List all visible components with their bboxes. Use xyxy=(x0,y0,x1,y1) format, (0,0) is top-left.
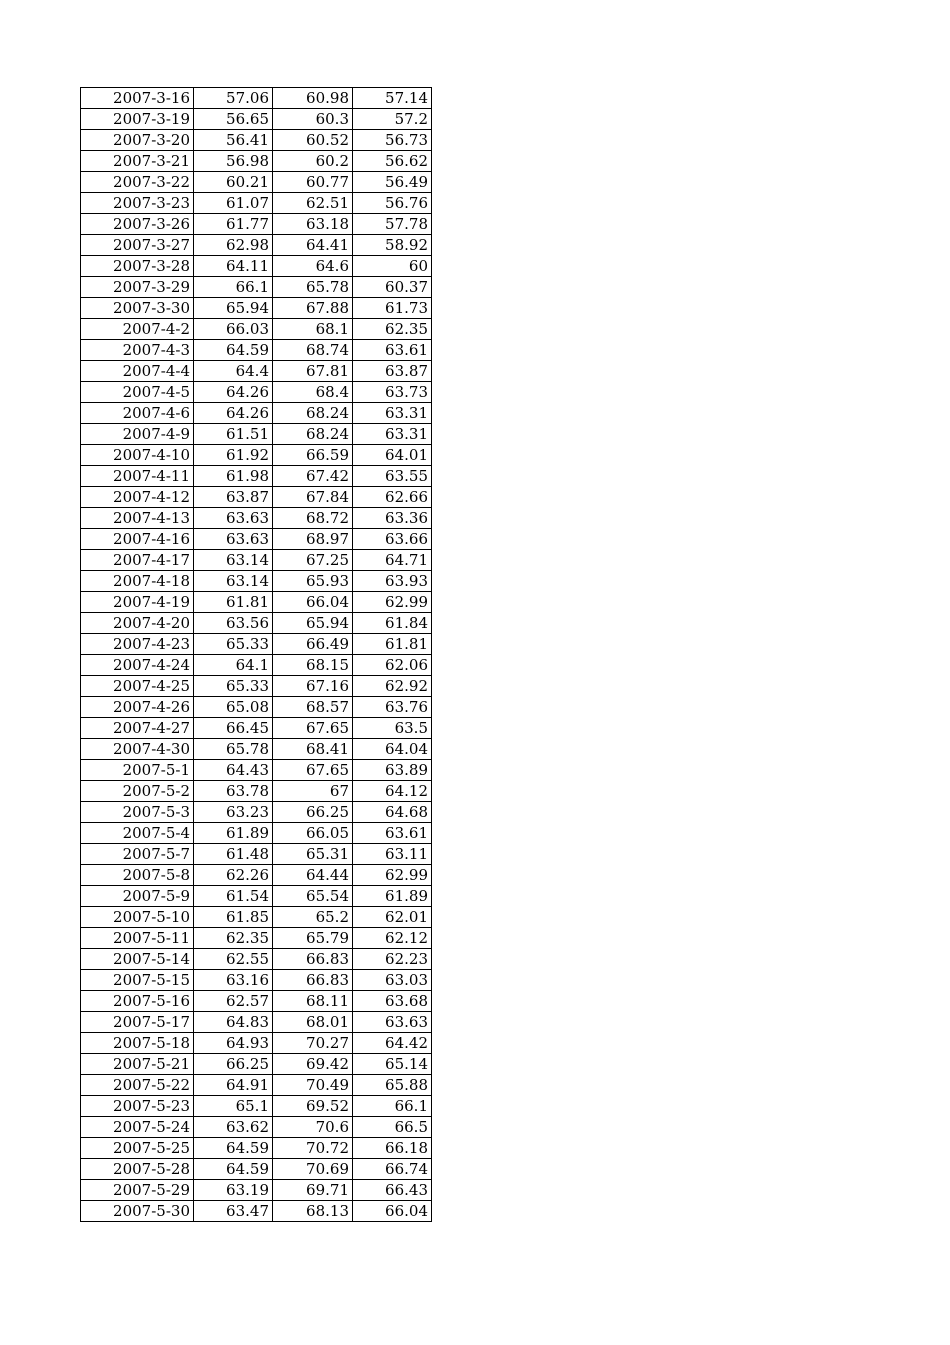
table-row xyxy=(81,382,432,403)
date-cell[interactable]: 2007-5-8 xyxy=(81,865,194,886)
table-row xyxy=(81,403,432,424)
value-cell[interactable]: 65.88 xyxy=(353,1075,432,1096)
value-cell[interactable]: 56.49 xyxy=(353,172,432,193)
table-row xyxy=(81,298,432,319)
date-cell[interactable]: 2007-5-10 xyxy=(81,907,194,928)
value-cell[interactable]: 66.1 xyxy=(353,1096,432,1117)
table-row xyxy=(81,508,432,529)
value-cell[interactable]: 57.06 xyxy=(194,88,273,109)
value-cell[interactable]: 61.92 xyxy=(194,445,273,466)
date-cell[interactable]: 2007-4-2 xyxy=(81,319,194,340)
table-row xyxy=(81,319,432,340)
value-cell[interactable]: 61.73 xyxy=(353,298,432,319)
date-cell[interactable]: 2007-5-25 xyxy=(81,1138,194,1159)
value-cell[interactable]: 70.27 xyxy=(273,1033,353,1054)
table-body xyxy=(81,88,432,1222)
value-cell[interactable]: 66.04 xyxy=(273,592,353,613)
value-cell[interactable]: 62.26 xyxy=(194,865,273,886)
date-cell[interactable]: 2007-5-16 xyxy=(81,991,194,1012)
value-cell[interactable]: 64.59 xyxy=(194,1138,273,1159)
value-cell[interactable]: 62.55 xyxy=(194,949,273,970)
value-cell[interactable]: 63.14 xyxy=(194,550,273,571)
value-cell[interactable]: 69.52 xyxy=(273,1096,353,1117)
value-cell[interactable]: 60.98 xyxy=(273,88,353,109)
date-cell[interactable]: 2007-3-16 xyxy=(81,88,194,109)
value-cell[interactable]: 65.33 xyxy=(194,634,273,655)
value-cell[interactable]: 64.93 xyxy=(194,1033,273,1054)
table-row xyxy=(81,970,432,991)
date-cell[interactable]: 2007-5-24 xyxy=(81,1117,194,1138)
value-cell[interactable]: 61.84 xyxy=(353,613,432,634)
value-cell[interactable]: 66.25 xyxy=(273,802,353,823)
date-cell[interactable]: 2007-3-27 xyxy=(81,235,194,256)
date-cell[interactable]: 2007-4-3 xyxy=(81,340,194,361)
value-cell[interactable]: 63.31 xyxy=(353,403,432,424)
date-cell[interactable]: 2007-4-24 xyxy=(81,655,194,676)
date-cell[interactable]: 2007-4-23 xyxy=(81,634,194,655)
table-row xyxy=(81,1096,432,1117)
value-cell[interactable]: 66.74 xyxy=(353,1159,432,1180)
value-cell[interactable]: 65.14 xyxy=(353,1054,432,1075)
value-cell[interactable]: 68.24 xyxy=(273,424,353,445)
date-cell[interactable]: 2007-4-16 xyxy=(81,529,194,550)
value-cell[interactable]: 63.31 xyxy=(353,424,432,445)
value-cell[interactable]: 56.98 xyxy=(194,151,273,172)
value-cell[interactable]: 60.77 xyxy=(273,172,353,193)
table-row xyxy=(81,991,432,1012)
value-cell[interactable]: 60 xyxy=(353,256,432,277)
table-row xyxy=(81,256,432,277)
value-cell[interactable]: 66.25 xyxy=(194,1054,273,1075)
date-cell[interactable]: 2007-5-4 xyxy=(81,823,194,844)
date-cell[interactable]: 2007-5-28 xyxy=(81,1159,194,1180)
value-cell[interactable]: 65.54 xyxy=(273,886,353,907)
table-row xyxy=(81,844,432,865)
date-cell[interactable]: 2007-3-20 xyxy=(81,130,194,151)
table-row xyxy=(81,697,432,718)
value-cell[interactable]: 68.74 xyxy=(273,340,353,361)
date-cell[interactable]: 2007-5-18 xyxy=(81,1033,194,1054)
value-cell[interactable]: 64.6 xyxy=(273,256,353,277)
value-cell[interactable]: 60.2 xyxy=(273,151,353,172)
value-cell[interactable]: 67.16 xyxy=(273,676,353,697)
table-row xyxy=(81,865,432,886)
value-cell[interactable]: 62.06 xyxy=(353,655,432,676)
value-cell[interactable]: 63.63 xyxy=(194,508,273,529)
value-cell[interactable]: 63.14 xyxy=(194,571,273,592)
value-cell[interactable]: 57.78 xyxy=(353,214,432,235)
value-cell[interactable]: 66.18 xyxy=(353,1138,432,1159)
date-cell[interactable]: 2007-3-22 xyxy=(81,172,194,193)
date-cell[interactable]: 2007-5-15 xyxy=(81,970,194,991)
value-cell[interactable]: 68.13 xyxy=(273,1201,353,1222)
value-cell[interactable]: 62.99 xyxy=(353,865,432,886)
value-cell[interactable]: 63.47 xyxy=(194,1201,273,1222)
table-row xyxy=(81,1012,432,1033)
value-cell[interactable]: 63.56 xyxy=(194,613,273,634)
table-row xyxy=(81,718,432,739)
date-cell[interactable]: 2007-4-5 xyxy=(81,382,194,403)
value-cell[interactable]: 61.81 xyxy=(194,592,273,613)
value-cell[interactable]: 70.69 xyxy=(273,1159,353,1180)
table-row xyxy=(81,655,432,676)
value-cell[interactable]: 63.5 xyxy=(353,718,432,739)
value-cell[interactable]: 62.12 xyxy=(353,928,432,949)
table-row xyxy=(81,676,432,697)
date-cell[interactable]: 2007-5-30 xyxy=(81,1201,194,1222)
date-cell[interactable]: 2007-5-3 xyxy=(81,802,194,823)
table-row xyxy=(81,634,432,655)
date-cell[interactable]: 2007-4-9 xyxy=(81,424,194,445)
date-cell[interactable]: 2007-4-27 xyxy=(81,718,194,739)
date-cell[interactable]: 2007-3-30 xyxy=(81,298,194,319)
value-cell[interactable]: 61.89 xyxy=(353,886,432,907)
table-row xyxy=(81,949,432,970)
table-row xyxy=(81,151,432,172)
table-row xyxy=(81,613,432,634)
date-cell[interactable]: 2007-4-30 xyxy=(81,739,194,760)
table-row xyxy=(81,214,432,235)
value-cell[interactable]: 62.57 xyxy=(194,991,273,1012)
value-cell[interactable]: 70.49 xyxy=(273,1075,353,1096)
table-row xyxy=(81,487,432,508)
table-row xyxy=(81,88,432,109)
value-cell[interactable]: 66.03 xyxy=(194,319,273,340)
date-cell[interactable]: 2007-5-1 xyxy=(81,760,194,781)
value-cell[interactable]: 63.19 xyxy=(194,1180,273,1201)
value-cell[interactable]: 63.68 xyxy=(353,991,432,1012)
table-row xyxy=(81,1054,432,1075)
value-cell[interactable]: 60.37 xyxy=(353,277,432,298)
value-cell[interactable]: 63.11 xyxy=(353,844,432,865)
date-cell[interactable]: 2007-3-26 xyxy=(81,214,194,235)
value-cell[interactable]: 58.92 xyxy=(353,235,432,256)
value-cell[interactable]: 56.76 xyxy=(353,193,432,214)
value-cell[interactable]: 68.41 xyxy=(273,739,353,760)
value-cell[interactable]: 64.43 xyxy=(194,760,273,781)
value-cell[interactable]: 66.05 xyxy=(273,823,353,844)
table-row xyxy=(81,1117,432,1138)
date-cell[interactable]: 2007-3-21 xyxy=(81,151,194,172)
value-cell[interactable]: 63.87 xyxy=(194,487,273,508)
value-cell[interactable]: 68.15 xyxy=(273,655,353,676)
value-cell[interactable]: 63.03 xyxy=(353,970,432,991)
table-row xyxy=(81,886,432,907)
value-cell[interactable]: 67.88 xyxy=(273,298,353,319)
value-cell[interactable]: 68.1 xyxy=(273,319,353,340)
value-cell[interactable]: 65.08 xyxy=(194,697,273,718)
table-row xyxy=(81,424,432,445)
value-cell[interactable]: 64.26 xyxy=(194,403,273,424)
value-cell[interactable]: 64.59 xyxy=(194,1159,273,1180)
table-row xyxy=(81,1201,432,1222)
price-table xyxy=(80,87,432,1222)
table-row xyxy=(81,445,432,466)
value-cell[interactable]: 64.68 xyxy=(353,802,432,823)
date-cell[interactable]: 2007-4-11 xyxy=(81,466,194,487)
value-cell[interactable]: 62.23 xyxy=(353,949,432,970)
value-cell[interactable]: 66.83 xyxy=(273,970,353,991)
table-row xyxy=(81,592,432,613)
value-cell[interactable]: 67.84 xyxy=(273,487,353,508)
value-cell[interactable]: 60.3 xyxy=(273,109,353,130)
date-cell[interactable]: 2007-4-13 xyxy=(81,508,194,529)
value-cell[interactable]: 64.4 xyxy=(194,361,273,382)
table-row xyxy=(81,823,432,844)
date-cell[interactable]: 2007-4-12 xyxy=(81,487,194,508)
value-cell[interactable]: 67.42 xyxy=(273,466,353,487)
table-row xyxy=(81,361,432,382)
date-cell[interactable]: 2007-3-19 xyxy=(81,109,194,130)
value-cell[interactable]: 63.62 xyxy=(194,1117,273,1138)
value-cell[interactable]: 64.04 xyxy=(353,739,432,760)
table-row xyxy=(81,802,432,823)
value-cell[interactable]: 62.35 xyxy=(194,928,273,949)
table-row xyxy=(81,529,432,550)
table-row xyxy=(81,1033,432,1054)
date-cell[interactable]: 2007-4-26 xyxy=(81,697,194,718)
value-cell[interactable]: 63.23 xyxy=(194,802,273,823)
date-cell[interactable]: 2007-4-20 xyxy=(81,613,194,634)
date-cell[interactable]: 2007-4-25 xyxy=(81,676,194,697)
date-cell[interactable]: 2007-4-10 xyxy=(81,445,194,466)
value-cell[interactable]: 61.54 xyxy=(194,886,273,907)
value-cell[interactable]: 70.6 xyxy=(273,1117,353,1138)
date-cell[interactable]: 2007-5-23 xyxy=(81,1096,194,1117)
value-cell[interactable]: 64.26 xyxy=(194,382,273,403)
value-cell[interactable]: 57.14 xyxy=(353,88,432,109)
table-row xyxy=(81,1075,432,1096)
date-cell[interactable]: 2007-5-2 xyxy=(81,781,194,802)
value-cell[interactable]: 67.65 xyxy=(273,760,353,781)
value-cell[interactable]: 63.55 xyxy=(353,466,432,487)
value-cell[interactable]: 61.07 xyxy=(194,193,273,214)
value-cell[interactable]: 69.42 xyxy=(273,1054,353,1075)
value-cell[interactable]: 63.78 xyxy=(194,781,273,802)
value-cell[interactable]: 67 xyxy=(273,781,353,802)
value-cell[interactable]: 66.83 xyxy=(273,949,353,970)
value-cell[interactable]: 64.01 xyxy=(353,445,432,466)
table-row xyxy=(81,193,432,214)
value-cell[interactable]: 56.62 xyxy=(353,151,432,172)
value-cell[interactable]: 65.2 xyxy=(273,907,353,928)
value-cell[interactable]: 66.49 xyxy=(273,634,353,655)
date-cell[interactable]: 2007-5-22 xyxy=(81,1075,194,1096)
date-cell[interactable]: 2007-5-14 xyxy=(81,949,194,970)
date-cell[interactable]: 2007-5-21 xyxy=(81,1054,194,1075)
value-cell[interactable]: 65.1 xyxy=(194,1096,273,1117)
value-cell[interactable]: 61.77 xyxy=(194,214,273,235)
value-cell[interactable]: 63.76 xyxy=(353,697,432,718)
value-cell[interactable]: 70.72 xyxy=(273,1138,353,1159)
value-cell[interactable]: 56.65 xyxy=(194,109,273,130)
value-cell[interactable]: 65.93 xyxy=(273,571,353,592)
date-cell[interactable]: 2007-5-17 xyxy=(81,1012,194,1033)
date-cell[interactable]: 2007-4-17 xyxy=(81,550,194,571)
table-row xyxy=(81,781,432,802)
table-row xyxy=(81,571,432,592)
value-cell[interactable]: 62.99 xyxy=(353,592,432,613)
value-cell[interactable]: 56.41 xyxy=(194,130,273,151)
value-cell[interactable]: 61.81 xyxy=(353,634,432,655)
value-cell[interactable]: 68.11 xyxy=(273,991,353,1012)
value-cell[interactable]: 63.63 xyxy=(194,529,273,550)
value-cell[interactable]: 65.78 xyxy=(194,739,273,760)
value-cell[interactable]: 56.73 xyxy=(353,130,432,151)
value-cell[interactable]: 63.89 xyxy=(353,760,432,781)
value-cell[interactable]: 64.83 xyxy=(194,1012,273,1033)
value-cell[interactable]: 66.43 xyxy=(353,1180,432,1201)
table-row xyxy=(81,466,432,487)
value-cell[interactable]: 68.4 xyxy=(273,382,353,403)
value-cell[interactable]: 62.35 xyxy=(353,319,432,340)
value-cell[interactable]: 68.72 xyxy=(273,508,353,529)
date-cell[interactable]: 2007-4-18 xyxy=(81,571,194,592)
date-cell[interactable]: 2007-4-19 xyxy=(81,592,194,613)
table-row xyxy=(81,739,432,760)
date-cell[interactable]: 2007-5-29 xyxy=(81,1180,194,1201)
table-row xyxy=(81,277,432,298)
date-cell[interactable]: 2007-3-23 xyxy=(81,193,194,214)
date-cell[interactable]: 2007-3-28 xyxy=(81,256,194,277)
value-cell[interactable]: 63.18 xyxy=(273,214,353,235)
value-cell[interactable]: 63.61 xyxy=(353,823,432,844)
value-cell[interactable]: 63.93 xyxy=(353,571,432,592)
value-cell[interactable]: 64.12 xyxy=(353,781,432,802)
table-row xyxy=(81,1138,432,1159)
value-cell[interactable]: 63.73 xyxy=(353,382,432,403)
value-cell[interactable]: 64.42 xyxy=(353,1033,432,1054)
value-cell[interactable]: 66.5 xyxy=(353,1117,432,1138)
value-cell[interactable]: 62.51 xyxy=(273,193,353,214)
value-cell[interactable]: 62.92 xyxy=(353,676,432,697)
value-cell[interactable]: 60.52 xyxy=(273,130,353,151)
value-cell[interactable]: 68.57 xyxy=(273,697,353,718)
value-cell[interactable]: 66.1 xyxy=(194,277,273,298)
value-cell[interactable]: 63.63 xyxy=(353,1012,432,1033)
value-cell[interactable]: 61.89 xyxy=(194,823,273,844)
value-cell[interactable]: 69.71 xyxy=(273,1180,353,1201)
value-cell[interactable]: 62.66 xyxy=(353,487,432,508)
value-cell[interactable]: 60.21 xyxy=(194,172,273,193)
value-cell[interactable]: 67.25 xyxy=(273,550,353,571)
value-cell[interactable]: 67.81 xyxy=(273,361,353,382)
table-row xyxy=(81,760,432,781)
value-cell[interactable]: 66.04 xyxy=(353,1201,432,1222)
value-cell[interactable]: 63.16 xyxy=(194,970,273,991)
value-cell[interactable]: 64.41 xyxy=(273,235,353,256)
table-row xyxy=(81,550,432,571)
value-cell[interactable]: 68.24 xyxy=(273,403,353,424)
value-cell[interactable]: 62.98 xyxy=(194,235,273,256)
value-cell[interactable]: 68.01 xyxy=(273,1012,353,1033)
value-cell[interactable]: 61.48 xyxy=(194,844,273,865)
value-cell[interactable]: 57.2 xyxy=(353,109,432,130)
value-cell[interactable]: 62.01 xyxy=(353,907,432,928)
value-cell[interactable]: 63.36 xyxy=(353,508,432,529)
table-row xyxy=(81,928,432,949)
value-cell[interactable]: 64.44 xyxy=(273,865,353,886)
table-row xyxy=(81,172,432,193)
value-cell[interactable]: 63.87 xyxy=(353,361,432,382)
table-row xyxy=(81,1159,432,1180)
date-cell[interactable]: 2007-3-29 xyxy=(81,277,194,298)
value-cell[interactable]: 63.66 xyxy=(353,529,432,550)
table-row xyxy=(81,1180,432,1201)
value-cell[interactable]: 65.94 xyxy=(194,298,273,319)
value-cell[interactable]: 68.97 xyxy=(273,529,353,550)
value-cell[interactable]: 64.1 xyxy=(194,655,273,676)
table-row xyxy=(81,907,432,928)
table-row xyxy=(81,130,432,151)
date-cell[interactable]: 2007-5-9 xyxy=(81,886,194,907)
value-cell[interactable]: 64.59 xyxy=(194,340,273,361)
value-cell[interactable]: 65.33 xyxy=(194,676,273,697)
value-cell[interactable]: 61.98 xyxy=(194,466,273,487)
value-cell[interactable]: 64.11 xyxy=(194,256,273,277)
value-cell[interactable]: 63.61 xyxy=(353,340,432,361)
value-cell[interactable]: 65.78 xyxy=(273,277,353,298)
date-cell[interactable]: 2007-5-7 xyxy=(81,844,194,865)
date-cell[interactable]: 2007-4-4 xyxy=(81,361,194,382)
value-cell[interactable]: 66.59 xyxy=(273,445,353,466)
value-cell[interactable]: 65.79 xyxy=(273,928,353,949)
value-cell[interactable]: 65.31 xyxy=(273,844,353,865)
date-cell[interactable]: 2007-4-6 xyxy=(81,403,194,424)
table-row xyxy=(81,340,432,361)
value-cell[interactable]: 64.71 xyxy=(353,550,432,571)
value-cell[interactable]: 61.51 xyxy=(194,424,273,445)
table-row xyxy=(81,235,432,256)
date-cell[interactable]: 2007-5-11 xyxy=(81,928,194,949)
value-cell[interactable]: 61.85 xyxy=(194,907,273,928)
table-row xyxy=(81,109,432,130)
value-cell[interactable]: 67.65 xyxy=(273,718,353,739)
value-cell[interactable]: 65.94 xyxy=(273,613,353,634)
value-cell[interactable]: 64.91 xyxy=(194,1075,273,1096)
value-cell[interactable]: 66.45 xyxy=(194,718,273,739)
